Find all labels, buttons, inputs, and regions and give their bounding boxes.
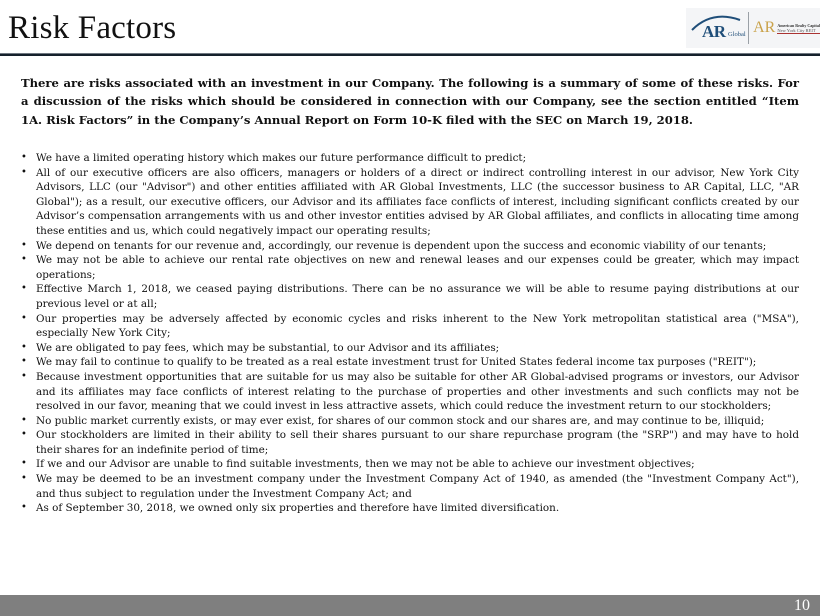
bullet-icon: •	[21, 414, 27, 426]
risk-text: We may not be able to achieve our rental rate objectives on new and renewal leases and our expenses could be greater, which may impact operations;	[36, 254, 799, 281]
list-item	[21, 472, 799, 501]
bullet-icon: •	[21, 502, 27, 514]
bullet-icon: •	[21, 166, 27, 178]
list-item	[21, 151, 799, 166]
ar-global-subtext: Global	[728, 31, 746, 38]
risk-text: We may fail to continue to qualify to be treated as a real estate investment trust for United States federal income tax purposes ("REIT");	[36, 356, 757, 369]
bullet-icon: •	[21, 239, 27, 251]
bullet-icon: •	[21, 254, 27, 266]
bullet-icon: •	[21, 370, 27, 382]
header-divider	[0, 53, 820, 56]
bullet-icon: •	[21, 473, 27, 485]
list-item	[21, 253, 799, 282]
arc-mark-icon: AR	[753, 19, 776, 36]
arc-nyc-reit-logo	[753, 20, 820, 36]
header-logos	[686, 8, 820, 48]
list-item	[21, 414, 799, 429]
page-number: 10	[794, 597, 810, 614]
arc-logo-line2: New York City REIT	[777, 28, 820, 34]
risk-text: If we and our Advisor are unable to find suitable investments, then we may not be able to achieve our investment objectives;	[36, 458, 695, 471]
bullet-icon: •	[21, 341, 27, 353]
risk-text: We may be deemed to be an investment company under the Investment Company Act of 1940, as amended (the "Investment Company Act"), and thus subject to regulation under the Investment Company Act; and	[36, 473, 799, 500]
list-item	[21, 312, 799, 341]
list-item	[21, 239, 799, 254]
risk-text: Effective March 1, 2018, we ceased paying distributions. There can be no assurance we will be able to resume paying distributions at our previous level or at all;	[36, 283, 799, 310]
risk-factor-list	[21, 151, 799, 516]
risk-text: As of September 30, 2018, we owned only six properties and therefore have limited diversification.	[36, 502, 560, 515]
list-item	[21, 166, 799, 239]
risk-text: We are obligated to pay fees, which may be substantial, to our Advisor and its affiliates;	[36, 341, 500, 354]
list-item	[21, 370, 799, 414]
bullet-icon: •	[21, 312, 27, 324]
list-item	[21, 355, 799, 370]
bullet-icon: •	[21, 283, 27, 295]
arc-logo-line1: American Realty Capital	[777, 22, 820, 28]
ar-global-mark: AR	[702, 22, 726, 41]
bullet-icon: •	[21, 429, 27, 441]
bullet-icon: •	[21, 458, 27, 470]
list-item	[21, 341, 799, 356]
risk-text: Our stockholders are limited in their ability to sell their shares pursuant to our share repurchase program (the "SRP") and may have to hold their shares for an indefinite period of time;	[36, 429, 799, 456]
intro-paragraph: There are risks associated with an investment in our Company. The following is a summary of some of these risks. For a discussion of the risks which should be considered in connection with our Company, see the section entitled “Item 1A. Risk Factors” in the Company’s Annual Report on Form 10-K filed with the SEC on March 19, 2018.	[21, 76, 799, 127]
risk-text: We depend on tenants for our revenue and, accordingly, our revenue is dependent upon the success and economic viability of our tenants;	[36, 239, 767, 252]
list-item	[21, 501, 799, 516]
risk-text: No public market currently exists, or may ever exist, for shares of our common stock and our shares are, and may continue to be, illiquid;	[36, 414, 765, 427]
list-item	[21, 428, 799, 457]
bullet-icon: •	[21, 152, 27, 163]
list-item	[21, 282, 799, 311]
page-title: Risk Factors	[8, 10, 177, 46]
list-item	[21, 457, 799, 472]
risk-text: We have a limited operating history which makes our future performance difficult to predict;	[36, 152, 527, 164]
risk-text: Because investment opportunities that are suitable for us may also be suitable for other AR Global-advised programs or investors, our Advisor and its affiliates may face conflicts of interest relating to the purchase of properties and other investments and such conflicts may not be resolved in our favor, meaning that we could invest in less attractive assets, which could reduce the investment return to our stockholders;	[36, 370, 799, 413]
logo-divider	[748, 12, 749, 44]
footer-bar	[0, 595, 820, 616]
ar-global-logo	[686, 8, 744, 48]
risk-text: All of our executive officers are also officers, managers or holders of a direct or indirect controlling interest in our advisor, New York City Advisors, LLC (our "Advisor") and other entities affiliated with AR Global Investments, LLC (the successor business to AR Capital, LLC, "AR Global"); as a result, our executive officers, our Advisor and its affiliates face conflicts of interest, including significant conflicts created by our Advisor’s compensation arrangements with us and other investor entities advised by AR Global affiliates, and conflicts in allocating time among these entities and us, which could negatively impact our operating results;	[36, 166, 799, 237]
risk-text: Our properties may be adversely affected by economic cycles and risks inherent to the New York metropolitan statistical area ("MSA"), especially New York City;	[36, 312, 799, 340]
bullet-icon: •	[21, 356, 27, 368]
